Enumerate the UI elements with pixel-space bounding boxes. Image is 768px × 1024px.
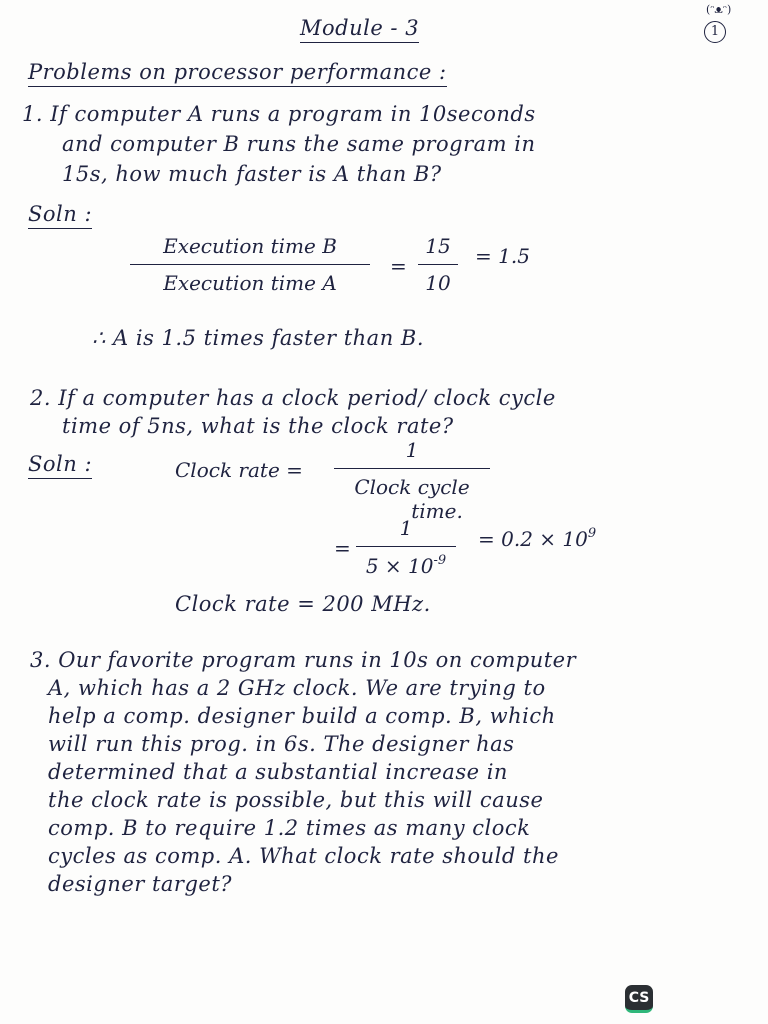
problem2-soln-label: Soln : xyxy=(28,452,92,479)
problem1-question-line3: 15s, how much faster is A than B? xyxy=(62,162,442,186)
fraction-bar xyxy=(334,468,490,469)
problem2-equals: = xyxy=(334,536,351,560)
problem3-line: the clock rate is possible, but this will cause xyxy=(48,788,544,812)
page-title: Module - 3 xyxy=(300,16,419,43)
problem1-value-numerator: 15 xyxy=(425,234,451,258)
fraction-bar xyxy=(356,546,456,547)
problem1-conclusion: ∴ A is 1.5 times faster than B. xyxy=(92,326,425,350)
problem1-value-fraction xyxy=(418,234,458,295)
problem1-soln-label: Soln : xyxy=(28,202,92,229)
problem2-clock-rate-lhs: Clock rate = xyxy=(175,458,303,482)
problem3-line: help a comp. designer build a comp. B, which xyxy=(48,704,556,728)
problem1-question-line2: and computer B runs the same program in xyxy=(62,132,536,156)
problem2-question-line2: time of 5ns, what is the clock rate? xyxy=(62,414,454,438)
problem3-line: cycles as comp. A. What clock rate should the xyxy=(48,844,559,868)
problem1-question-line1: 1. If computer A runs a program in 10seconds xyxy=(22,102,536,126)
page-number: 1 xyxy=(704,21,726,43)
problem2-frac2-exponent: -9 xyxy=(433,553,447,568)
corner-mark: (ᵔᴥᵔ) xyxy=(706,3,732,16)
problem1-time-fraction xyxy=(130,234,370,295)
fraction-bar xyxy=(418,264,458,265)
problem2-result-exponent: 9 xyxy=(587,526,597,541)
problem2-clock-fraction xyxy=(334,438,490,523)
problem1-frac-numerator: Execution time B xyxy=(163,234,337,258)
problem2-result xyxy=(478,526,596,551)
problem3-line: designer target? xyxy=(48,872,233,896)
problem3-line: determined that a substantial increase in xyxy=(48,760,508,784)
problem1-equals: = xyxy=(390,254,407,278)
problem1-frac-denominator: Execution time A xyxy=(163,271,337,295)
problem2-frac2-denominator xyxy=(356,553,456,578)
problem3-line: 3. Our favorite program runs in 10s on computer xyxy=(30,648,577,672)
problem2-frac1-denominator-line1: Clock cycle xyxy=(354,475,470,499)
problem1-value-denominator: 10 xyxy=(425,271,451,295)
problem2-frac2-base: 5 × 10 xyxy=(365,554,434,578)
problem2-final-answer: Clock rate = 200 MHz. xyxy=(175,592,431,616)
problem3-line: will run this prog. in 6s. The designer has xyxy=(48,732,515,756)
problem3-line: A, which has a 2 GHz clock. We are trying to xyxy=(48,676,546,700)
problem2-frac1-numerator: 1 xyxy=(405,438,419,462)
camscanner-logo-icon: CS xyxy=(625,985,653,1013)
problem2-frac2-numerator: 1 xyxy=(399,516,413,540)
problem2-result-base: = 0.2 × 10 xyxy=(478,527,588,551)
problem3-line: comp. B to require 1.2 times as many clock xyxy=(48,816,531,840)
problem2-period-fraction xyxy=(356,516,456,578)
problem1-result: = 1.5 xyxy=(475,244,530,268)
problem2-question-line1: 2. If a computer has a clock period/ clock cycle xyxy=(30,386,556,410)
section-title: Problems on processor performance : xyxy=(28,60,447,87)
problem2-frac1-denominator-line2: time. xyxy=(411,499,463,523)
fraction-bar xyxy=(130,264,370,265)
